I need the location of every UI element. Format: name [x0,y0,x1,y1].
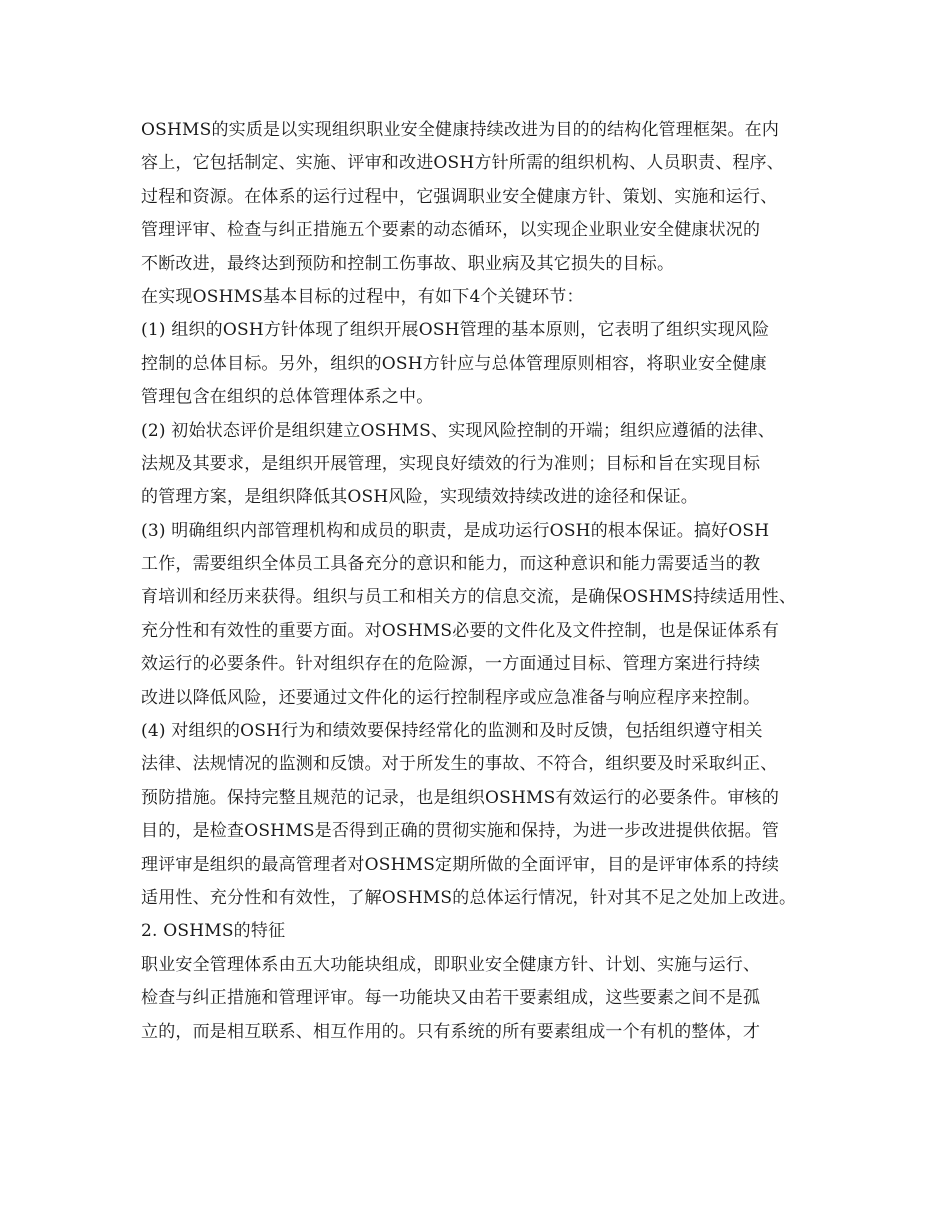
text-line: 控制的总体目标。另外，组织的OSH方针应与总体管理原则相容，将职业安全健康 [141,353,767,374]
text-line: 立的，而是相互联系、相互作用的。只有系统的所有要素组成一个有机的整体，才 [141,1021,761,1042]
text-line: 法规及其要求，是组织开展管理，实现良好绩效的行为准则；目标和旨在实现目标 [141,453,761,474]
text-line: 理评审是组织的最高管理者对OSHMS定期所做的全面评审，目的是评审体系的持续 [141,854,780,875]
text-line: (1) 组织的OSH方针体现了组织开展OSH管理的基本原则，它表明了组织实现风险 [141,320,770,341]
text-line: OSHMS的实质是以实现组织职业安全健康持续改进为目的的结构化管理框架。在内 [141,120,780,140]
text-line: (4) 对组织的OSH行为和绩效要保持经常化的监测和及时反馈，包括组织遵守相关 [141,721,763,742]
text-line: 检查与纠正措施和管理评审。每一功能块又由若干要素组成，这些要素之间不是孤 [141,988,761,1009]
text-line: (3) 明确组织内部管理机构和成员的职责，是成功运行OSH的根本保证。搞好OSH [141,520,770,541]
text-line: 的管理方案，是组织降低其OSH风险，实现绩效持续改进的途径和保证。 [141,487,699,508]
text-line: 不断改进，最终达到预防和控制工伤事故、职业病及其它损失的目标。 [141,253,675,274]
text-line: 改进以降低风险，还要通过文件化的运行控制程序或应急准备与响应程序来控制。 [141,687,761,708]
text-line: 适用性、充分性和有效性，了解OSHMS的总体运行情况，针对其不足之处加上改进。 [141,887,797,908]
text-line: 过程和资源。在体系的运行过程中，它强调职业安全健康方针、策划、实施和运行、 [141,186,778,207]
text-line: 充分性和有效性的重要方面。对OSHMS必要的文件化及文件控制，也是保证体系有 [141,620,780,641]
text-line: 预防措施。保持完整且规范的记录，也是组织OSHMS有效运行的必要条件。审核的 [141,787,780,808]
text-line: 工作，需要组织全体员工具备充分的意识和能力，而这种意识和能力需要适当的教 [141,554,761,575]
text-line: 管理包含在组织的总体管理体系之中。 [141,387,434,408]
text-line: 育培训和经历来获得。组织与员工和相关方的信息交流，是确保OSHMS持续适用性、 [141,587,797,608]
text-line: 职业安全管理体系由五大功能块组成，即职业安全健康方针、计划、实施与运行、 [141,954,761,975]
document-body [141,114,821,1049]
text-line: 管理评审、检查与纠正措施五个要素的动态循环，以实现企业职业安全健康状况的 [141,220,761,241]
text-line: (2) 初始状态评价是组织建立OSHMS、实现风险控制的开端；组织应遵循的法律、 [141,420,775,441]
text-line: 目的，是检查OSHMS是否得到正确的贯彻实施和保持，为进一步改进提供依据。管 [141,821,780,842]
section-heading: 2. OSHMS的特征 [141,921,286,942]
text-line: 效运行的必要条件。针对组织存在的危险源，一方面通过目标、管理方案进行持续 [141,654,761,675]
text-line: 容上，它包括制定、实施、评审和改进OSH方针所需的组织机构、人员职责、程序、 [141,153,785,174]
text-line: 法律、法规情况的监测和反馈。对于所发生的事故、不符合，组织要及时采取纠正、 [141,754,778,775]
text-line: 在实现OSHMS基本目标的过程中，有如下4个关键环节： [141,286,584,307]
